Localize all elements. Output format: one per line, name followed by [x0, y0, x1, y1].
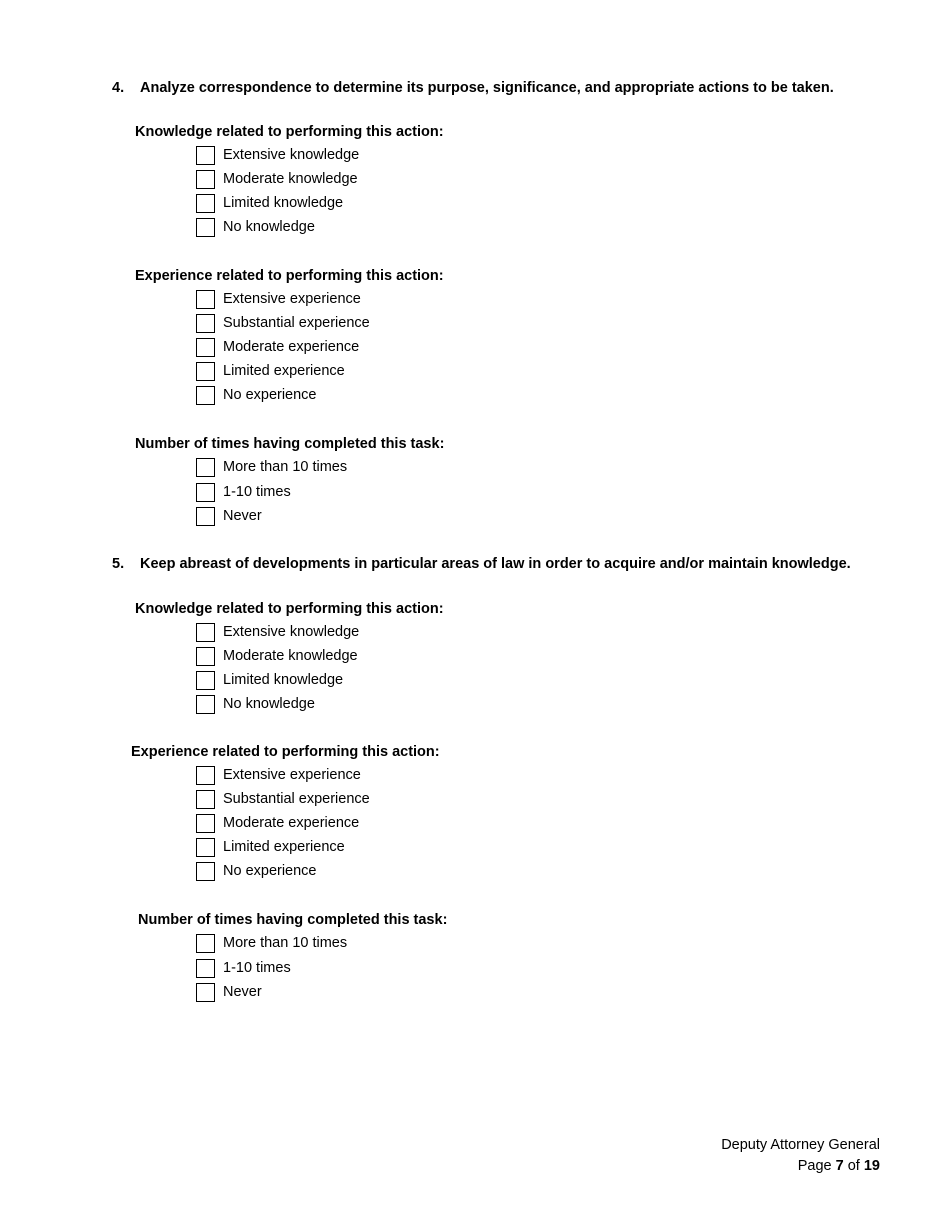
- checkbox-q5-experience-none[interactable]: [196, 860, 317, 882]
- checkbox-box[interactable]: [196, 290, 215, 309]
- checkbox-q5-experience-substantial[interactable]: [196, 788, 370, 810]
- checkbox-label: Extensive experience: [223, 291, 361, 307]
- checkbox-box[interactable]: [196, 507, 215, 526]
- checkbox-q5-knowledge-none[interactable]: [196, 693, 315, 715]
- checkbox-box[interactable]: [196, 218, 215, 237]
- checkbox-label: No knowledge: [223, 219, 315, 235]
- checkbox-label: Substantial experience: [223, 791, 370, 807]
- question-5-text: [112, 554, 912, 574]
- checkbox-q5-experience-moderate[interactable]: [196, 812, 359, 834]
- checkbox-label: Extensive knowledge: [223, 147, 360, 163]
- checkbox-label: Extensive knowledge: [223, 624, 360, 640]
- page-current: 7: [835, 1158, 844, 1174]
- question-number: 4.: [112, 80, 125, 96]
- checkbox-label: More than 10 times: [223, 459, 348, 475]
- checkbox-q4-times-never[interactable]: [196, 505, 262, 527]
- question-number: 5.: [112, 556, 125, 572]
- checkbox-q5-times-more-than-10[interactable]: [196, 932, 347, 954]
- checkbox-q5-times-1-10[interactable]: [196, 957, 291, 979]
- question-statement: Keep abreast of developments in particular areas of law in order to acquire and/or maintain knowledge.: [140, 556, 851, 572]
- checkbox-box[interactable]: [196, 458, 215, 477]
- checkbox-box[interactable]: [196, 838, 215, 857]
- checkbox-label: More than 10 times: [223, 935, 348, 951]
- checkbox-box[interactable]: [196, 483, 215, 502]
- question-statement: Analyze correspondence to determine its purpose, significance, and appropriate actions to be taken.: [140, 80, 834, 96]
- page-number: [721, 1156, 880, 1177]
- checkbox-label: Moderate experience: [223, 339, 360, 355]
- checkbox-label: Limited experience: [223, 363, 345, 379]
- experience-heading: Experience related to performing this action:: [131, 744, 440, 760]
- footer-title: Deputy Attorney General: [721, 1137, 880, 1153]
- page-footer: [721, 1135, 880, 1177]
- checkbox-box[interactable]: [196, 983, 215, 1002]
- checkbox-q4-experience-limited[interactable]: [196, 360, 345, 382]
- checkbox-q4-experience-extensive[interactable]: [196, 288, 361, 310]
- checkbox-label: Moderate knowledge: [223, 171, 358, 187]
- knowledge-heading: Knowledge related to performing this action:: [135, 601, 444, 617]
- checkbox-label: 1-10 times: [223, 484, 291, 500]
- checkbox-box[interactable]: [196, 934, 215, 953]
- checkbox-q4-knowledge-moderate[interactable]: [196, 168, 358, 190]
- checkbox-label: Moderate experience: [223, 815, 360, 831]
- page-total: 19: [863, 1158, 880, 1174]
- checkbox-box[interactable]: [196, 146, 215, 165]
- page-of: of: [847, 1158, 860, 1174]
- checkbox-q4-times-more-than-10[interactable]: [196, 456, 347, 478]
- checkbox-q4-knowledge-limited[interactable]: [196, 192, 343, 214]
- checkbox-label: Moderate knowledge: [223, 648, 358, 664]
- checkbox-q5-knowledge-limited[interactable]: [196, 669, 343, 691]
- checkbox-q4-experience-moderate[interactable]: [196, 336, 359, 358]
- checkbox-label: Extensive experience: [223, 767, 361, 783]
- knowledge-heading: Knowledge related to performing this action:: [135, 124, 444, 140]
- checkbox-q5-experience-limited[interactable]: [196, 836, 345, 858]
- checkbox-q4-knowledge-none[interactable]: [196, 216, 315, 238]
- checkbox-q5-knowledge-extensive[interactable]: [196, 621, 359, 643]
- checkbox-box[interactable]: [196, 362, 215, 381]
- checkbox-label: Limited knowledge: [223, 672, 344, 688]
- checkbox-box[interactable]: [196, 790, 215, 809]
- checkbox-box[interactable]: [196, 194, 215, 213]
- question-4-text: [112, 78, 912, 98]
- checkbox-box[interactable]: [196, 338, 215, 357]
- checkbox-label: Substantial experience: [223, 315, 370, 331]
- checkbox-box[interactable]: [196, 695, 215, 714]
- checkbox-box[interactable]: [196, 766, 215, 785]
- checkbox-label: No experience: [223, 387, 317, 403]
- experience-heading: Experience related to performing this action:: [135, 268, 444, 284]
- checkbox-box[interactable]: [196, 386, 215, 405]
- checkbox-label: Limited knowledge: [223, 195, 344, 211]
- checkbox-label: Never: [223, 508, 262, 524]
- checkbox-label: Never: [223, 984, 262, 1000]
- checkbox-q5-knowledge-moderate[interactable]: [196, 645, 358, 667]
- checkbox-q5-experience-extensive[interactable]: [196, 764, 361, 786]
- checkbox-label: No experience: [223, 863, 317, 879]
- checkbox-box[interactable]: [196, 814, 215, 833]
- checkbox-q4-times-1-10[interactable]: [196, 481, 291, 503]
- page-prefix: Page: [797, 1158, 832, 1174]
- times-heading: Number of times having completed this task:: [138, 912, 448, 928]
- checkbox-box[interactable]: [196, 671, 215, 690]
- checkbox-box[interactable]: [196, 623, 215, 642]
- checkbox-box[interactable]: [196, 647, 215, 666]
- checkbox-label: Limited experience: [223, 839, 345, 855]
- times-heading: Number of times having completed this task:: [135, 436, 445, 452]
- checkbox-label: No knowledge: [223, 696, 315, 712]
- checkbox-q4-knowledge-extensive[interactable]: [196, 144, 359, 166]
- checkbox-label: 1-10 times: [223, 960, 291, 976]
- checkbox-box[interactable]: [196, 862, 215, 881]
- checkbox-box[interactable]: [196, 170, 215, 189]
- checkbox-q5-times-never[interactable]: [196, 981, 262, 1003]
- checkbox-q4-experience-substantial[interactable]: [196, 312, 370, 334]
- checkbox-box[interactable]: [196, 314, 215, 333]
- checkbox-box[interactable]: [196, 959, 215, 978]
- checkbox-q4-experience-none[interactable]: [196, 384, 317, 406]
